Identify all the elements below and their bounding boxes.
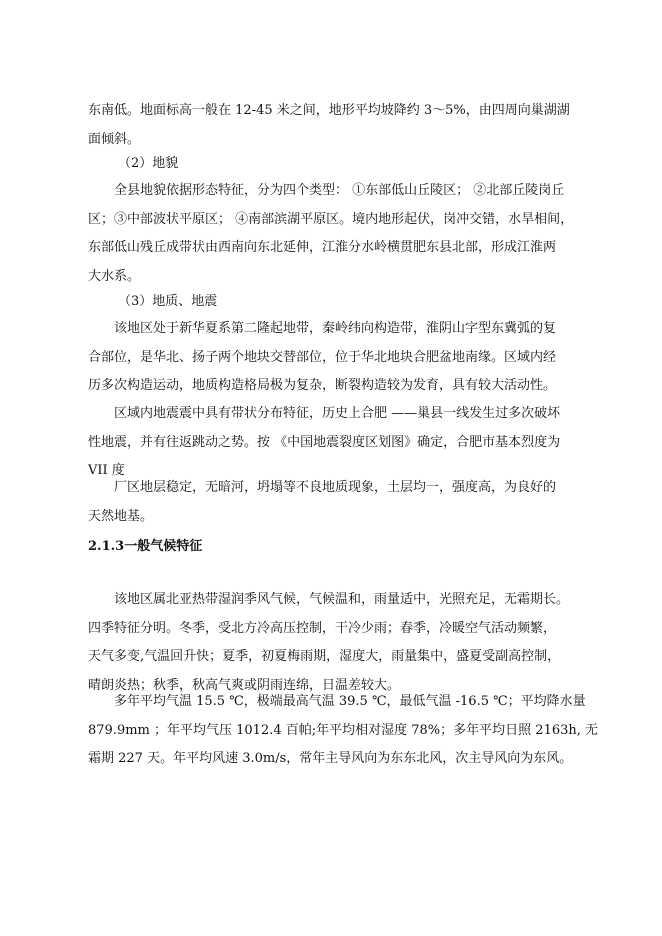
subheading-landform: （2）地貌	[118, 156, 179, 171]
text-line: 东部低山残丘成带状由西南向东北延伸，江淮分水岭横贯肥东县北部，形成江淮两	[88, 240, 557, 255]
text-line: 东南低。地面标高一般在 12-45 米之间，地形平均坡降约 3～5%，由四周向巢湖湖	[88, 103, 570, 118]
text-line: 天然地基。	[88, 508, 154, 524]
section-heading-climate: 2.1.3一般气候特征	[88, 539, 203, 554]
paragraph-landform	[88, 177, 576, 291]
subheading-geology: （3）地质、地震	[118, 294, 218, 309]
text-line: 晴朗炎热；秋季，秋高气爽或阴雨连绵，日温差较大。	[88, 677, 401, 693]
paragraph-climate-statistics	[88, 688, 599, 774]
text-line: 多年平均气温 15.5 ℃，极端最高气温 39.5 ℃，最低气温 -16.5 ℃；平均降水量	[114, 694, 586, 709]
text-line: 性地震，并有往返跳动之势。按 《中国地震裂度区划图》确定，合肥市基本烈度为	[88, 434, 561, 450]
text-line: 历多次构造运动，地质构造格局极为复杂，断裂构造较为发育，具有较大活动性。	[88, 378, 557, 393]
paragraph-climate	[88, 586, 576, 700]
subheading-landform-block	[88, 150, 576, 179]
text-line: 大水系。	[88, 268, 141, 284]
text-line: 天气多变,气温回升快；夏季，初夏梅雨期，湿度大，雨量集中，盛夏受副高控制，	[88, 649, 561, 664]
text-line: 霜期 227 天。年平均风速 3.0m/s，常年主导风向为东东北风，次主导风向为东风。	[88, 751, 573, 766]
text-line: 该地区处于新华夏系第二隆起地带，秦岭纬向构造带，淮阴山字型东冀弧的复	[114, 321, 557, 336]
text-line: 厂区地层稳定，无暗河，坍塌等不良地质现象，土层均一，强度高，为良好的	[114, 480, 557, 495]
text-line: 879.9mm ；年平均气压 1012.4 百帕;年平均相对湿度 78%；多年平均日照 2163h, 无	[88, 722, 599, 738]
paragraph-earthquake	[88, 400, 576, 486]
paragraph-stratum-stability	[88, 474, 576, 531]
text-line: 合部位，是华北、扬子两个地块交替部位，位于华北地块合肥盆地南缘。区域内经	[88, 349, 557, 365]
text-line: 区；③中部波状平原区； ④南部滨湖平原区。境内地形起伏，岗冲交错，水旱相间，	[88, 211, 574, 227]
paragraph-geology	[88, 315, 576, 401]
text-line: 四季特征分明。冬季，受北方冷高压控制，干冷少雨；春季，冷暖空气活动频繁，	[88, 620, 557, 636]
text-line: 面倾斜。	[88, 131, 141, 147]
text-line: 全县地貌依据形态特征，分为四个类型： ①东部低山丘陵区； ②北部丘陵岗丘	[114, 183, 565, 198]
text-line: 该地区属北亚热带湿润季风气候，气候温和，雨量适中，光照充足，无霜期长。	[114, 592, 570, 607]
text-line: VII 度	[88, 463, 125, 478]
paragraph-terrain-slope	[88, 97, 576, 154]
text-line: 区域内地震震中具有带状分布特征，历史上合肥 ——巢县一线发生过多次破坏	[114, 406, 561, 421]
subheading-geology-block	[88, 288, 576, 317]
